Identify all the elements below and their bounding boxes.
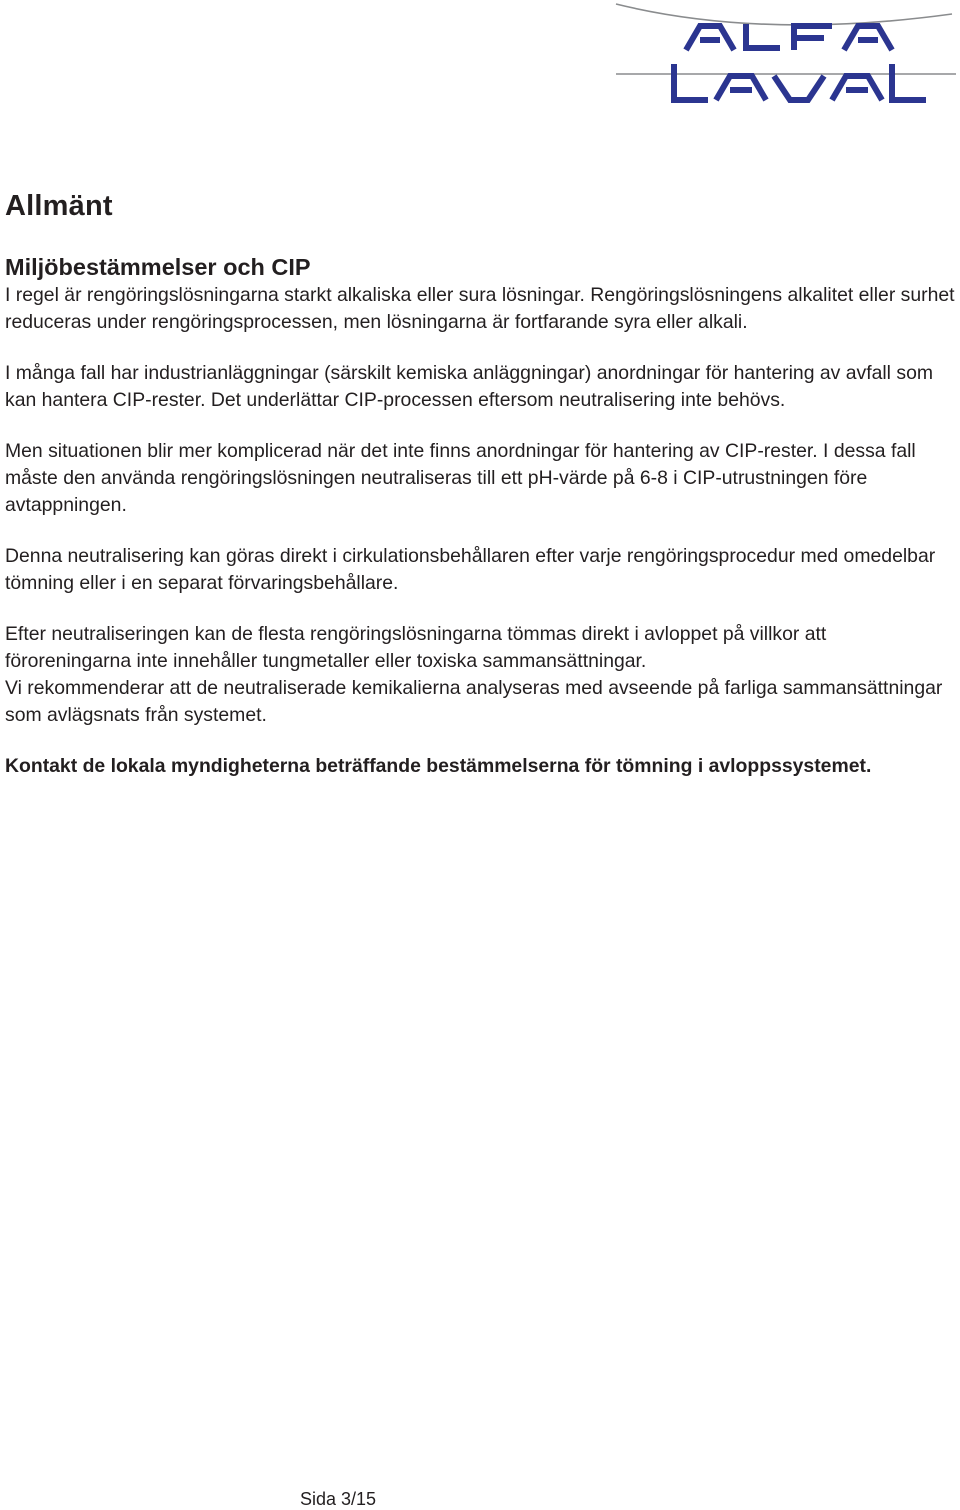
section-title: Allmänt [5,190,113,222]
alfa-laval-logo [612,0,960,112]
paragraph: Denna neutralisering kan göras direkt i cirkulationsbehållaren efter varje rengöringsprocedur med omedelbar tömning eller i en separat förvaringsbehållare. [5,545,936,594]
document-body [5,252,955,804]
paragraph: Efter neutraliseringen kan de flesta rengöringslösningarna tömmas direkt i avloppet på villkor att föroreningarna inte innehåller tungmetaller eller toxiska sammansättningar. [5,623,827,672]
subheading: Miljöbestämmelser och CIP [5,254,311,280]
paragraph: Vi rekommenderar att de neutraliserade kemikalierna analyseras med avseende på farliga sammansättningar som avlägsnats från systemet. [5,677,943,726]
alfa-laval-logo-graphic [612,0,960,112]
paragraph: I många fall har industrianläggningar (särskilt kemiska anläggningar) anordningar för hantering av avfall som kan hantera CIP-rester. Det underlättar CIP-processen eftersom neutralisering inte behövs. [5,362,934,411]
paragraph: Men situationen blir mer komplicerad när det inte finns anordningar för hantering av CIP-rester. I dessa fall måste den använda rengöringslösningen neutraliseras till ett pH-värde på 6-8 i CIP-utrustningen före avtappningen. [5,440,916,516]
paragraph: I regel är rengöringslösningarna starkt alkaliska eller sura lösningar. Rengöringslösningens alkalitet eller surhet reduceras under rengöringsprocessen, men lösningarna är fortfarande syra eller alkali. [5,284,955,333]
closing-note: Kontakt de lokala myndigheterna beträffande bestämmelserna för tömning i avloppssystemet. [5,755,872,777]
page-number: Sida 3/15 [300,1489,377,1509]
